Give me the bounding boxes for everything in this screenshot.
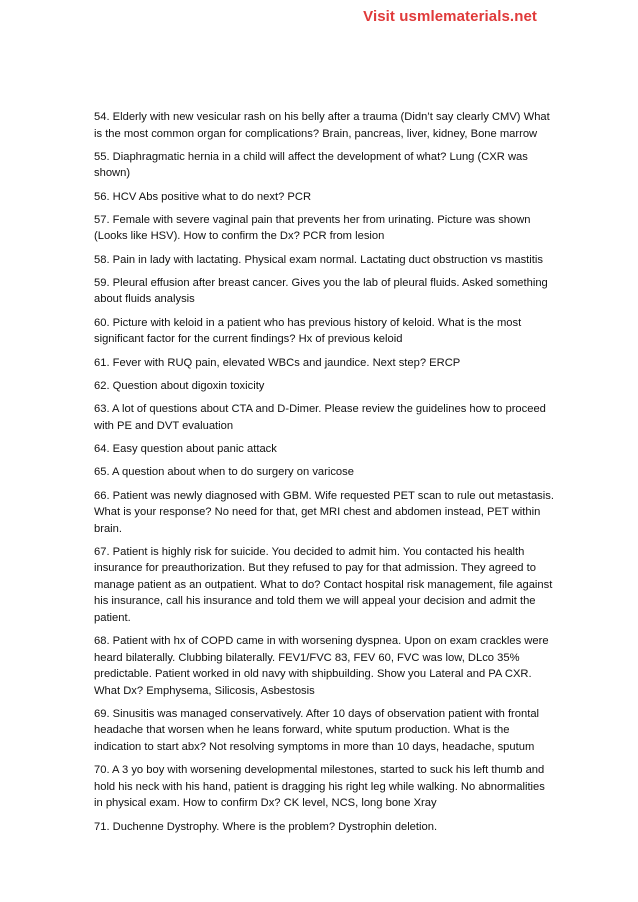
question-list [94,109,554,842]
question-61: 61. Fever with RUQ pain, elevated WBCs and jaundice. Next step? ERCP [94,356,461,369]
question-71: 71. Duchenne Dystrophy. Where is the problem? Dystrophin deletion. [94,820,438,833]
question-68: 68. Patient with hx of COPD came in with worsening dyspnea. Upon on exam crackles were heard bilaterally. Clubbing bilaterally. FEV1/FVC 83, FEV 60, FVC was low, DLco 35% predictable. Patient worked in old navy with shipbuilding. Show you Lateral and PA CXR. What Dx? Emphysema, Silicosis, Asbestosis [94,635,549,697]
question-56: 56. HCV Abs positive what to do next? PCR [94,190,312,203]
question-67: 67. Patient is highly risk for suicide. You decided to admit him. You contacted his health insurance for preauthorization. But they refused to pay for that admission. They agreed to manage patient as an outpatient. What to do? Contact hospital risk management, file against his insurance, call his insurance and told them we will appeal your decision and admit the patient. [94,545,553,624]
question-65: 65. A question about when to do surgery on varicose [94,466,354,479]
question-69: 69. Sinusitis was managed conservatively. After 10 days of observation patient with frontal headache that worsen when he leans forward, white sputum production. What is the indication to start abx? Not resolving symptoms in more than 10 days, headache, sputum [94,707,540,753]
question-58: 58. Pain in lady with lactating. Physical exam normal. Lactating duct obstruction vs mastitis [94,253,543,266]
question-60: 60. Picture with keloid in a patient who has previous history of keloid. What is the most significant factor for the current findings? Hx of previous keloid [94,316,522,346]
question-63: 63. A lot of questions about CTA and D-Dimer. Please review the guidelines how to proceed with PE and DVT evaluation [94,403,546,432]
question-57: 57. Female with severe vaginal pain that prevents her from urinating. Picture was shown (Looks like HSV). How to confirm the Dx? PCR from lesion [94,213,531,243]
question-64: 64. Easy question about panic attack [94,442,277,455]
watermark-link[interactable]: Visit usmlematerials.net [363,8,537,25]
question-59: 59. Pleural effusion after breast cancer. Gives you the lab of pleural fluids. Asked something about fluids analysis [94,276,548,306]
question-55: 55. Diaphragmatic hernia in a child will affect the development of what? Lung (CXR was shown) [94,150,528,180]
question-66: 66. Patient was newly diagnosed with GBM. Wife requested PET scan to rule out metastasis. What is your response? No need for that, get MRI chest and abdomen instead, PET within brain. [94,489,554,535]
question-54: 54. Elderly with new vesicular rash on his belly after a trauma (Didn’t say clearly CMV) What is the most common organ for complications? Brain, pancreas, liver, kidney, Bone marrow [94,111,550,140]
question-62: 62. Question about digoxin toxicity [94,379,265,392]
question-70: 70. A 3 yo boy with worsening developmental milestones, started to suck his left thumb and hold his neck with his hand, patient is dragging his right leg while walking. No abnormalities in physical exam. How to confirm Dx? CK level, NCS, long bone Xray [94,764,545,810]
